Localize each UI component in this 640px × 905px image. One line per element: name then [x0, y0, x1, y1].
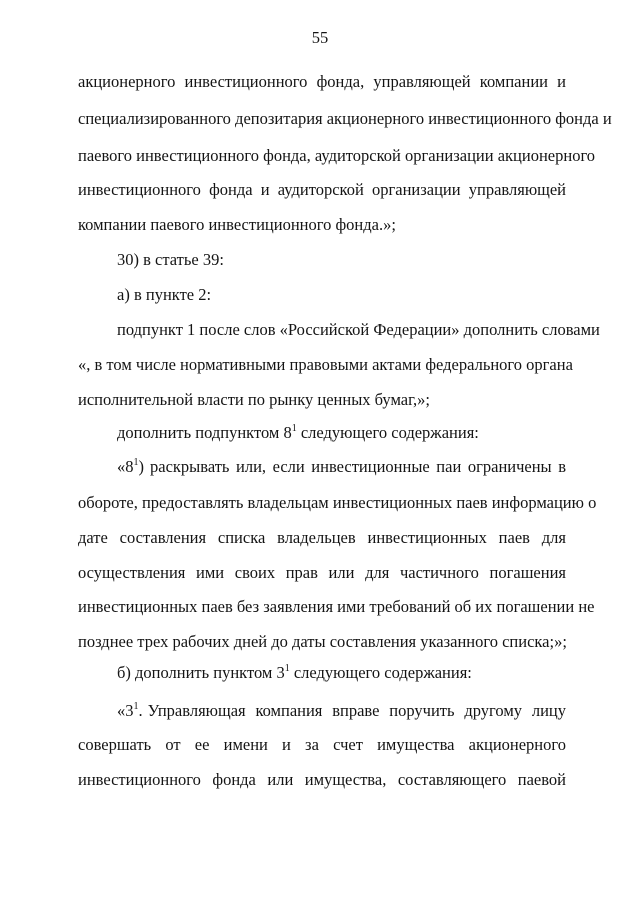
text-fragment: Управляющая компания вправе поручить другому лицу: [147, 701, 566, 720]
text-line: компании паевого инвестиционного фонда.»;: [78, 215, 396, 234]
text-line: осуществления ими своих прав или для частичного погашения: [78, 563, 566, 582]
page-number: 55: [311, 28, 329, 47]
text-fragment: следующего содержания:: [289, 663, 472, 682]
text-line: специализированного депозитария акционерного инвестиционного фонда и: [78, 109, 612, 128]
text-fragment: дополнить подпунктом 8: [117, 423, 292, 442]
text-line: инвестиционных паев без заявления ими требований об их погашении не: [78, 597, 595, 616]
text-line-with-superscript: [117, 423, 566, 443]
text-line: паевого инвестиционного фонда, аудиторской организации акционерного: [78, 146, 596, 165]
text-fragment: следующего содержания:: [296, 423, 479, 442]
text-line: совершать от ее имени и за счет имущества акционерного: [78, 735, 566, 754]
text-fragment: раскрывать или, если инвестиционные паи ограничены в: [150, 457, 566, 476]
text-line: обороте, предоставлять владельцам инвестиционных паев информацию о: [78, 493, 597, 512]
text-line: а) в пункте 2:: [117, 285, 212, 304]
item-marker: «$3^1$.: [117, 701, 143, 720]
text-line: инвестиционного фонда и аудиторской организации управляющей: [78, 180, 566, 199]
text-line-with-superscript: [117, 457, 566, 477]
text-line: 30) в статье 39:: [117, 250, 224, 269]
superscript: 1: [284, 663, 290, 674]
text-line: позднее трех рабочих дней до даты составления указанного списка;»;: [78, 632, 567, 651]
text-line: подпункт 1 после слов «Российской Федерации» дополнить словами: [117, 320, 600, 339]
text-fragment: б) дополнить пунктом 3: [117, 663, 285, 682]
text-line: исполнительной власти по рынку ценных бумаг,»;: [78, 390, 430, 409]
text-line: «, в том числе нормативными правовыми актами федерального органа: [78, 355, 573, 374]
text-line: акционерного инвестиционного фонда, управляющей компании и: [78, 72, 566, 91]
item-marker: «$8^1$): [117, 457, 144, 476]
text-line-with-superscript: [117, 663, 566, 683]
text-line: инвестиционного фонда или имущества, составляющего паевой: [78, 770, 566, 789]
text-line-with-superscript: [117, 701, 566, 721]
superscript: 1: [291, 423, 297, 434]
text-line: дате составления списка владельцев инвестиционных паев для: [78, 528, 566, 547]
